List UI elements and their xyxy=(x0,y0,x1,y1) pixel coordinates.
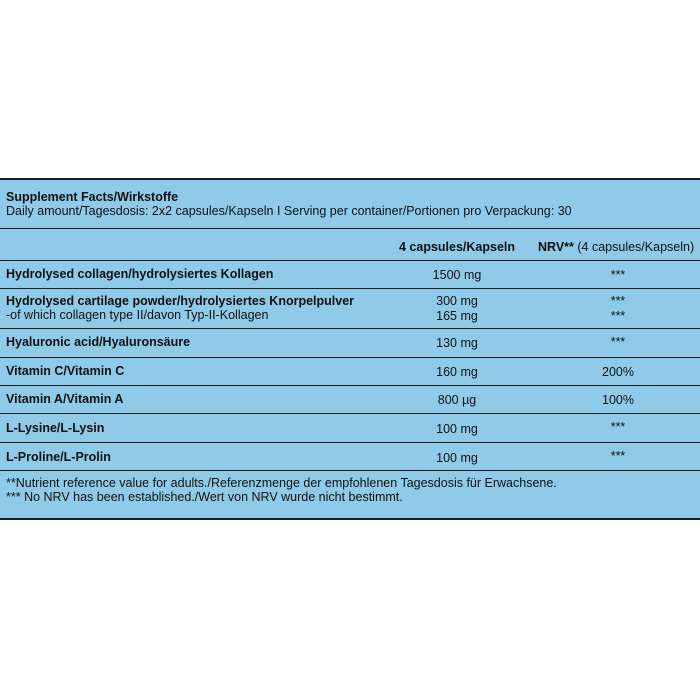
ingredient-name: Vitamin A/Vitamin A xyxy=(6,392,124,406)
facts-header xyxy=(6,190,694,218)
nrv-column-header xyxy=(538,240,694,254)
divider xyxy=(0,357,700,358)
ingredient-name: Vitamin C/Vitamin C xyxy=(6,364,125,378)
ingredient-amount: 100 mg xyxy=(436,422,478,436)
supplement-facts-panel xyxy=(0,178,700,520)
divider xyxy=(0,385,700,386)
ingredient-amount: 1500 mg xyxy=(432,268,482,282)
divider xyxy=(0,328,700,329)
divider xyxy=(0,260,700,261)
ingredient-name: Hydrolysed cartilage powder/hydrolysiertes Knorpelpulver xyxy=(6,294,355,308)
ingredient-subnrv: *** xyxy=(610,309,626,323)
nrv-column-header-detail: (4 capsules/Kapseln) xyxy=(573,240,695,254)
footnote-nrv: **Nutrient reference value for adults./Referenzmenge der empfohlenen Tagesdosis für Erwachsene. xyxy=(6,476,557,490)
serving-info: Daily amount/Tagesdosis: 2x2 capsules/Kapseln I Serving per container/Portionen pro Verpackung: 30 xyxy=(6,204,572,218)
ingredient-name: L-Proline/L-Prolin xyxy=(6,450,111,464)
footnote-no-nrv: *** No NRV has been established./Wert von NRV wurde nicht bestimmt. xyxy=(6,490,403,504)
ingredient-amount: 800 µg xyxy=(437,393,477,407)
ingredient-amount: 130 mg xyxy=(436,336,478,350)
ingredient-nrv: *** xyxy=(610,420,626,434)
ingredient-name: Hydrolysed collagen/hydrolysiertes Kollagen xyxy=(6,267,274,281)
ingredient-nrv: *** xyxy=(610,294,626,308)
nrv-column-header-abbr: NRV** xyxy=(538,240,574,254)
facts-title: Supplement Facts/Wirkstoffe xyxy=(6,190,179,204)
ingredient-nrv: *** xyxy=(610,335,626,349)
divider xyxy=(0,228,700,229)
divider xyxy=(0,413,700,414)
ingredient-amount: 300 mg xyxy=(436,294,478,308)
ingredient-subamount: 165 mg xyxy=(436,309,478,323)
ingredient-nrv: 100% xyxy=(602,393,634,407)
ingredient-subname: -of which collagen type II/davon Typ-II-Kollagen xyxy=(6,308,269,322)
ingredient-name: Hyaluronic acid/Hyaluronsäure xyxy=(6,335,191,349)
ingredient-nrv: *** xyxy=(610,268,626,282)
ingredient-nrv: *** xyxy=(610,449,626,463)
ingredient-name: L-Lysine/L-Lysin xyxy=(6,421,105,435)
divider xyxy=(0,288,700,289)
ingredient-nrv: 200% xyxy=(602,365,634,379)
ingredient-amount: 160 mg xyxy=(436,365,478,379)
divider xyxy=(0,442,700,443)
ingredient-amount: 100 mg xyxy=(436,451,478,465)
amount-column-header: 4 capsules/Kapseln xyxy=(398,240,516,254)
divider xyxy=(0,470,700,471)
